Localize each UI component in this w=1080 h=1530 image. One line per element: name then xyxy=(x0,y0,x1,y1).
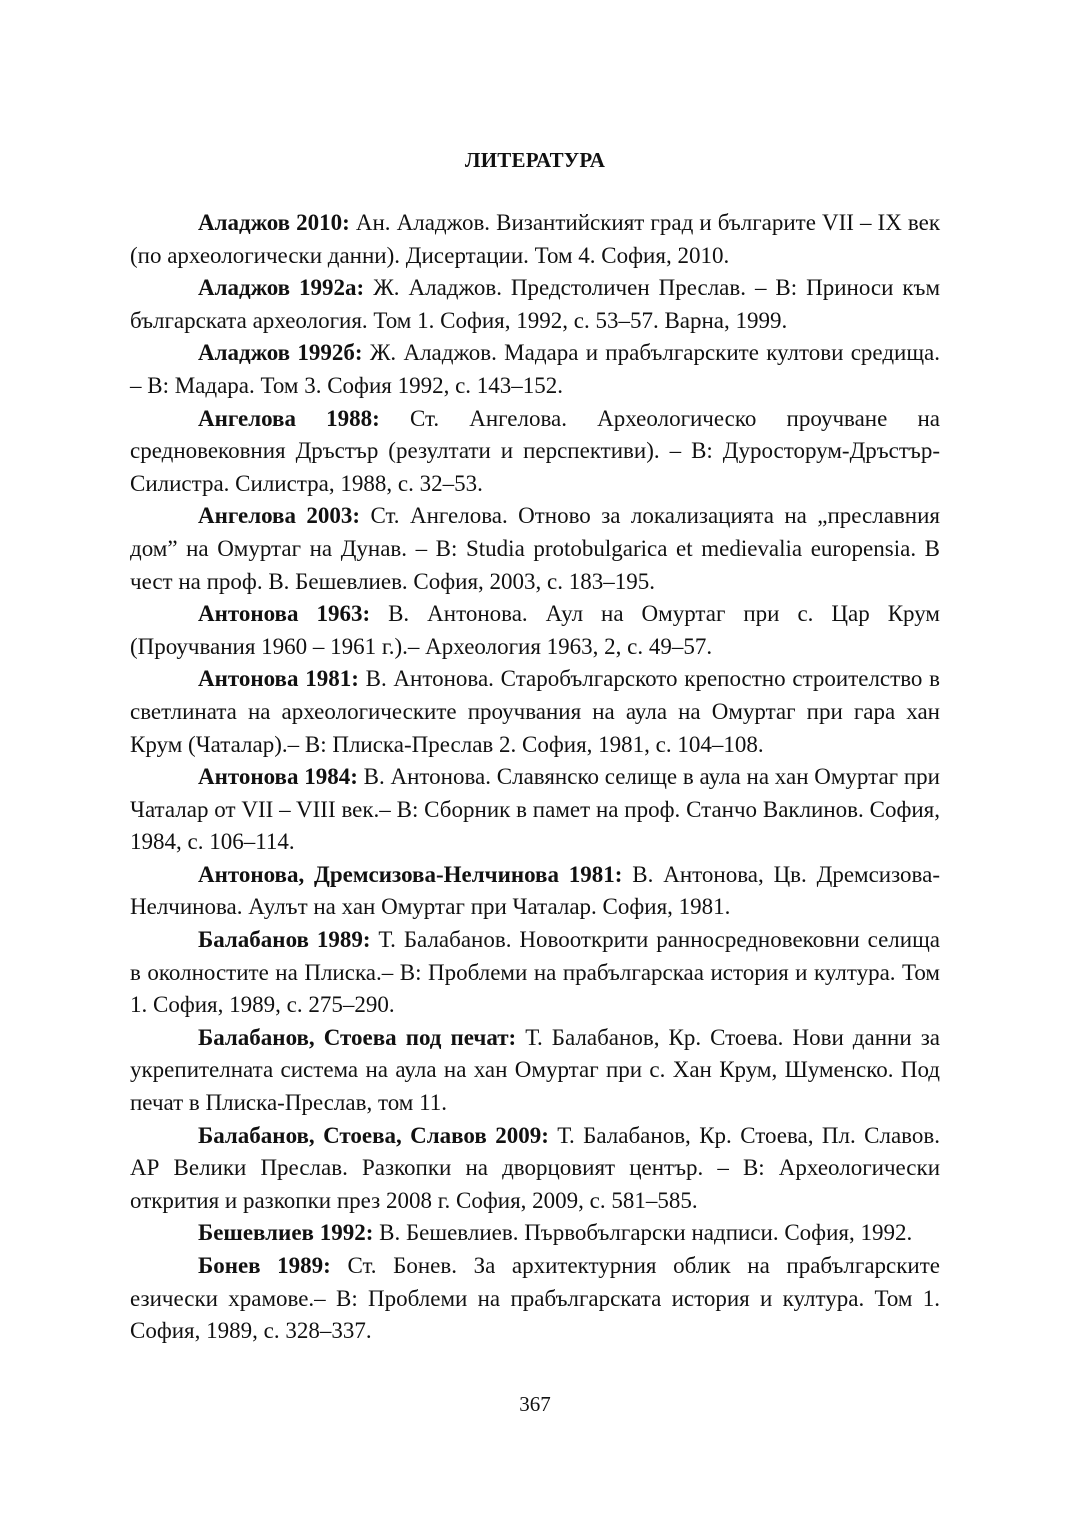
entry-key: Балабанов 1989: xyxy=(198,927,371,953)
bibliography-entry xyxy=(130,924,940,1022)
entry-text: Ан. Аладжов. Византийският град и българите VII – IX век (по археологически данни). Дисертации. Том 4. София, 2010. xyxy=(130,210,940,268)
entry-text: В. Бешевлиев. Първобългарски надписи. София, 1992. xyxy=(373,1220,913,1246)
entry-text: В. Антонова. Славянско селище в аула на хан Омуртаг при Чаталар от VII – VIII век.– В: Сборник в памет на проф. Станчо Ваклинов. София, 1984, с. 106–114. xyxy=(130,764,940,855)
entry-key: Антонова, Дремсизова-Нелчинова 1981: xyxy=(198,861,623,887)
bibliography-entry xyxy=(130,337,940,402)
page-title: ЛИТЕРАТУРА xyxy=(464,148,606,172)
bibliography-entry xyxy=(130,663,940,761)
entry-text: В. Антонова, Цв. Дремсизова-Нелчинова. Аулът на хан Омуртаг при Чаталар. София, 1981. xyxy=(130,861,940,920)
entry-key: Аладжов 1992а: xyxy=(198,275,365,301)
bibliography-entry xyxy=(130,500,940,598)
bibliography-entry xyxy=(130,272,940,337)
entry-key: Антонова 1984: xyxy=(198,764,358,790)
entry-key: Антонова 1963: xyxy=(198,601,371,627)
entry-text: Ст. Ангелова. Археологическо проучване на средновековния Дръстър (резултати и перспективи). – В: Дуросторум-Дръстър-Силистра. Силистра, 1988, с. 32–53. xyxy=(130,405,941,496)
entry-key: Бешевлиев 1992: xyxy=(198,1220,374,1246)
entry-text: Т. Балабанов, Кр. Стоева, Пл. Славов. АР Велики Преслав. Разкопки на дворцовият център. – В: Археологически открития и разкопки през 2008 г. София, 2009, с. 581–585. xyxy=(130,1122,940,1213)
entry-key: Аладжов 1992б: xyxy=(198,340,363,366)
entry-key: Бонев 1989: xyxy=(198,1253,331,1278)
entry-text: Ж. Аладжов. Предстоличен Преслав. – В: Приноси към българската археология. Том 1. София, 1992, с. 53–57. Варна, 1999. xyxy=(130,275,941,333)
bibliography-entry xyxy=(130,761,940,859)
bibliography-entry xyxy=(130,1217,940,1250)
bibliography-list xyxy=(130,207,940,1348)
entry-text: Ст. Ангелова. Отново за локализацията на „преславния дом” на Омуртаг на Дунав. – В: Studia protobulgarica et medievalia europensia. В чест на проф. В. Бешевлиев. София, 2003, с. 183–195. xyxy=(130,503,940,594)
entry-text: Ж. Аладжов. Мадара и прабългарските култови средища. – В: Мадара. Том 3. София 1992, с. 143–152. xyxy=(130,340,940,398)
entry-text: Ст. Бонев. За архитектурния облик на прабългарските езически храмове.– В: Проблеми на прабългарската история и култура. Том 1. София, 1989, с. 328–337. xyxy=(130,1253,940,1344)
entry-key: Ангелова 1988: xyxy=(198,405,380,431)
bibliography-entry xyxy=(130,207,940,272)
book-page xyxy=(130,0,940,1530)
bibliography-entry xyxy=(130,1250,940,1348)
entry-key: Антонова 1981: xyxy=(198,666,359,692)
entry-text: В. Антонова. Старобългарското крепостно строителство в светлината на археологическите проучвания на аула на Омуртаг при гара хан Крум (Чаталар).– В: Плиска-Преслав 2. София, 1981, с. 104–108. xyxy=(130,666,940,757)
bibliography-entry xyxy=(130,403,940,501)
bibliography-entry xyxy=(130,598,940,663)
bibliography-entry xyxy=(130,1120,940,1218)
entry-text: Т. Балабанов, Кр. Стоева. Нови данни за укрепителната система на аула на хан Омуртаг при с. Хан Крум, Шуменско. Под печат в Плиска-Преслав, том 11. xyxy=(130,1024,940,1116)
entry-key: Балабанов, Стоева, Славов 2009: xyxy=(198,1122,549,1148)
bibliography-entry xyxy=(130,859,940,924)
entry-key: Аладжов 2010: xyxy=(198,210,350,235)
bibliography-entry xyxy=(130,1022,940,1120)
entry-text: В. Антонова. Аул на Омуртаг при с. Цар Крум (Проучвания 1960 – 1961 г.).– Археология 1963, 2, с. 49–57. xyxy=(130,601,940,659)
entry-text: Т. Балабанов. Новооткрити ранносредновековни селища в околностите на Плиска.– В: Проблеми на прабългарскаа история и култура. Том 1. София, 1989, с. 275–290. xyxy=(130,927,940,1018)
entry-key: Балабанов, Стоева под печат: xyxy=(198,1024,517,1050)
page-number: 367 xyxy=(519,1392,551,1416)
entry-key: Ангелова 2003: xyxy=(198,503,361,529)
